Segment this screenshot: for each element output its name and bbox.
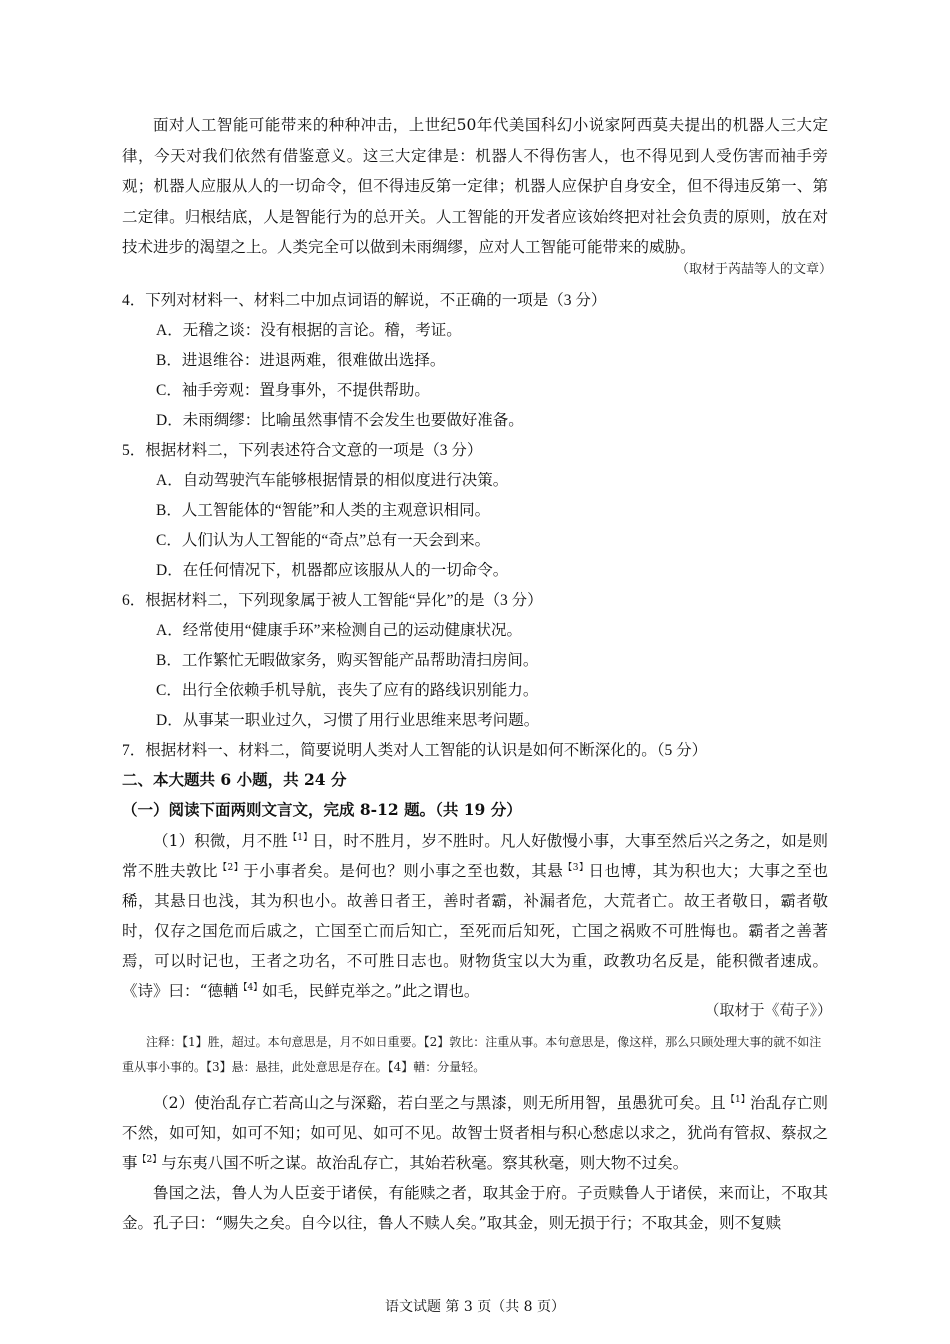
question-4-option-a: A．无稽之谈：没有根据的言论。稽，考证。 [156,322,462,339]
question-4-option-b: B．进退维谷：进退两难，很难做出选择。 [156,352,446,369]
question-6-option-c: C．出行全依赖手机导航，丧失了应有的路线识别能力。 [156,682,539,699]
question-5-option-b: B．人工智能体的“智能”和人类的主观意识相同。 [156,502,491,519]
footnote-marker: 【1】 [288,832,313,843]
footnote-marker: 【2】 [218,862,244,873]
question-5-stem: 5．根据材料二，下列表述符合文意的一项是（3 分） [122,442,483,459]
question-5-option-a: A．自动驾驶汽车能够根据情景的相似度进行决策。 [156,472,509,489]
question-6-option-d: D．从事某一职业过久，习惯了用行业思维来思考问题。 [156,712,540,729]
question-4-option-d: D．未雨绸缪：比喻虽然事情不会发生也要做好准备。 [156,412,524,429]
classical-text-1-source: （取材于《荀子》） [704,1001,832,1019]
question-5-option-d: D．在任何情况下，机器都应该服从人的一切命令。 [156,562,509,579]
material2-paragraph: 面对人工智能可能带来的种种冲击，上世纪50年代美国科幻小说家阿西莫夫提出的机器人三大定律，今天对我们依然有借鉴意义。这三大定律是：机器人不得伤害人，也不得见到人受伤害而袖手旁观；机器人应服从人的一切命令，但不得违反第一定律；机器人应保护自身安全，但不得违反第一、第二定律。归根结底，人是智能行为的总开关。人工智能的开发者应该始终把对社会负责的原则，放在对技术进步的渴望之上。人类完全可以做到未雨绸缪，应对人工智能可能带来的威胁。 [122,116,828,256]
question-6-option-a: A．经常使用“健康手环”来检测自己的运动健康状况。 [156,622,522,639]
annotation-notes: 注释：【1】胜，超过。本句意思是，月不如日重要。【2】敦比：注重从事。本句意思是，像这样，那么只顾处理大事的就不如注重从事小事的。【3】悬：悬挂，此处意思是存在。【4】輶：分量轻。 [122,1035,822,1074]
section-2-title: 二、本大题共 6 小题，共 24 分 [122,770,347,789]
classical-text-2: （2）使治乱存亡若高山之与深谿，若白垩之与黑漆，则无所用智，虽愚犹可矣。且$^{【1】}$治乱存亡则不然，如可知，如可不知；如可见、如可不见。故智士贤者相与积心愁虑以求之，犹尚有管叔、蔡叔之事$^{【2】}$与东夷八国不听之谋。故治乱存亡，其始若秋毫。察其秋毫，则大物不过矣。 [122,1094,828,1172]
question-4-stem: 4．下列对材料一、材料二中加点词语的解说，不正确的一项是（3 分） [122,292,607,309]
footnote-marker: 【3】 [563,862,589,873]
section-2-subtitle: （一）阅读下面两则文言文，完成 8-12 题。（共 19 分） [122,800,522,819]
question-6-option-b: B．工作繁忙无暇做家务，购买智能产品帮助清扫房间。 [156,652,539,669]
question-7-stem: 7．根据材料一、材料二，简要说明人类对人工智能的认识是如何不断深化的。（5 分） [122,742,708,759]
question-5-option-c: C．人们认为人工智能的“奇点”总有一天会到来。 [156,532,491,549]
classical-text-3: 鲁国之法，鲁人为人臣妾于诸侯，有能赎之者，取其金于府。子贡赎鲁人于诸侯，来而让，不取其金。孔子曰：“赐失之矣。自今以往，鲁人不赎人矣。”取其金，则无损于行；不取其金，则不复赎 [122,1184,828,1232]
question-6-stem: 6．根据材料二，下列现象属于被人工智能“异化”的是（3 分） [122,592,543,609]
footnote-marker: 【1】 [725,1094,750,1105]
footnote-marker: 【4】 [238,982,263,993]
material2-source: （取材于芮喆等人的文章） [675,262,832,277]
question-4-option-c: C．袖手旁观：置身事外，不提供帮助。 [156,382,430,399]
page-footer: 语文试题 第 3 页（共 8 页） [384,1299,566,1315]
classical-text-1: （1）积微，月不胜$^{【1】}$日，时不胜月，岁不胜时。凡人好傲慢小事，大事至然后兴之务之，如是则常不胜夫敦比$^{【2】}$于小事者矣。是何也？则小事之至也数，其悬$^{【3】}$日也博，其为积也大；大事之至也稀，其悬日也浅，其为积也小。故善日者王，善时者霸，补漏者危，大荒者亡。故王者敬日，霸者敬时，仅存之国危而后戚之，亡国至亡而后知亡，至死而后知死，亡国之祸败不可胜悔也。霸者之善著焉，可以时记也，王者之功名，不可胜日志也。财物货宝以大为重，政教功名反是，能积微者速成。《诗》曰：“德輶$^{【4】}$如毛，民鲜克举之。”此之谓也。 [122,832,828,1000]
footnote-marker: 【2】 [137,1154,162,1165]
